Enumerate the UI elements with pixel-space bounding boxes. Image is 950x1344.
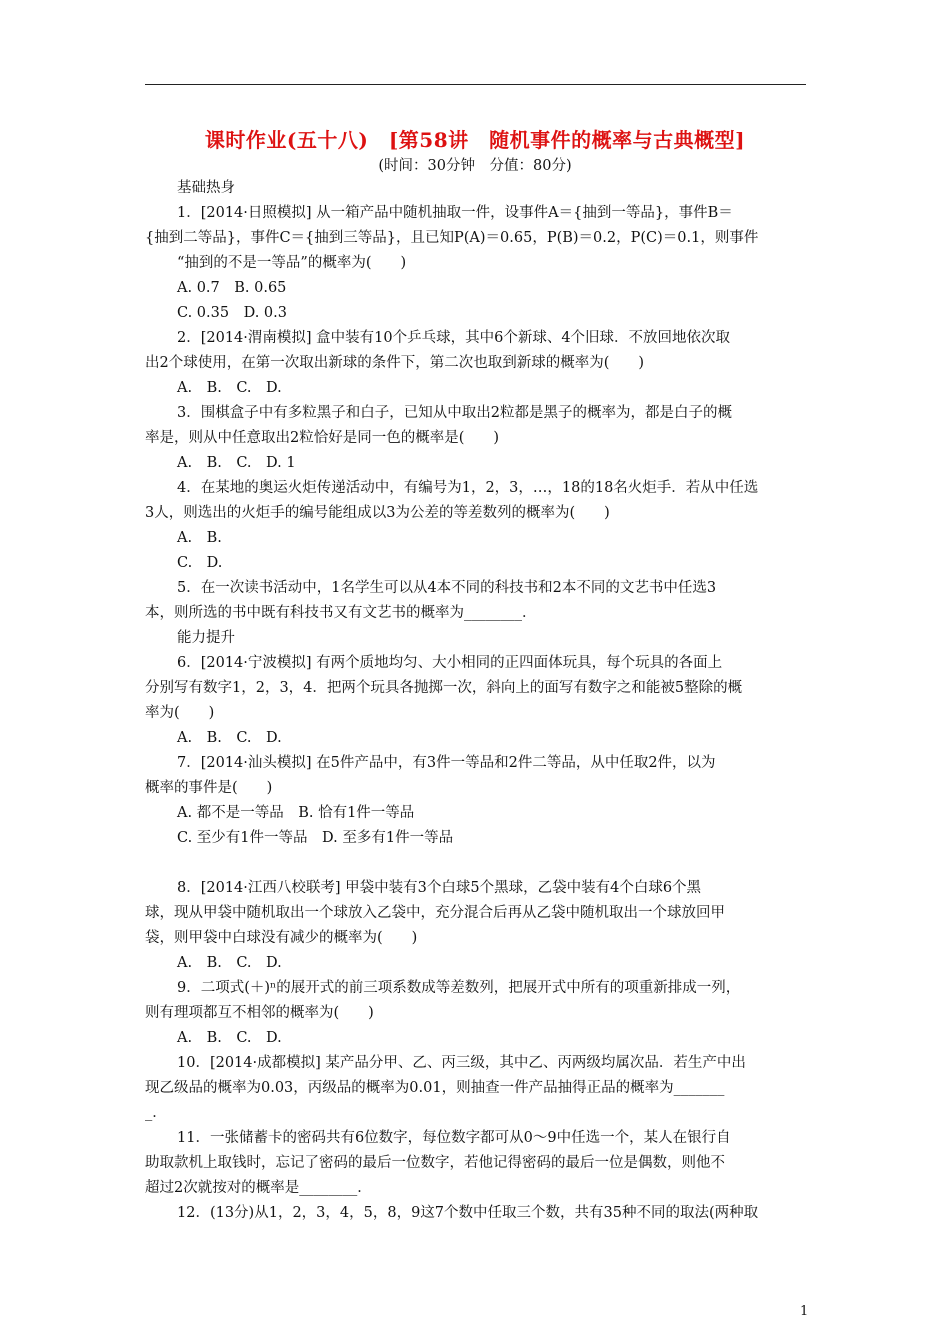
question-9-options: A. B. C. D.	[177, 1030, 282, 1046]
question-1-line-1: 1．[2014·日照模拟] 从一箱产品中随机抽取一件，设事件A＝{抽到一等品}，事件B＝	[177, 205, 733, 221]
question-6-line-1: 6．[2014·宁波模拟] 有两个质地均匀、大小相同的正四面体玩具，每个玩具的各面上	[177, 655, 723, 671]
question-8-line-1: 8．[2014·江西八校联考] 甲袋中装有3个白球5个黑球，乙袋中装有4个白球6个黑	[177, 880, 702, 896]
section-heading-advanced: 能力提升	[177, 630, 235, 646]
question-9-line-2: 则有理项都互不相邻的概率为( )	[145, 1005, 374, 1021]
page-number: 1	[800, 1304, 809, 1319]
question-6-line-2: 分别写有数字1，2，3，4．把两个玩具各抛掷一次，斜向上的面写有数字之和能被5整除的概	[145, 680, 743, 696]
question-1-options-2: C. 0.35 D. 0.3	[177, 305, 287, 321]
header-rule	[145, 84, 806, 85]
question-7-options-2: C. 至少有1件一等品 D. 至多有1件一等品	[177, 830, 454, 846]
section-heading-basic: 基础热身	[177, 180, 235, 196]
question-5-line-2: 本，则所选的书中既有科技书又有文艺书的概率为________．	[145, 605, 537, 621]
question-6-options: A. B. C. D.	[177, 730, 282, 746]
question-4-options-2: C. D.	[177, 555, 223, 571]
question-1-line-2: {抽到二等品}，事件C＝{抽到三等品}，且已知P(A)＝0.65，P(B)＝0.2，P(C)＝0.1，则事件	[145, 230, 759, 246]
question-11-line-2: 助取款机上取钱时，忘记了密码的最后一位数字，若他记得密码的最后一位是偶数，则他不	[145, 1155, 725, 1171]
question-10-line-1: 10．[2014·成都模拟] 某产品分甲、乙、丙三级，其中乙、丙两级均属次品．若生产中出	[177, 1055, 746, 1071]
question-10-line-2: 现乙级品的概率为0.03，丙级品的概率为0.01，则抽查一件产品抽得正品的概率为_______	[145, 1080, 725, 1096]
question-7-options-1: A. 都不是一等品 B. 恰有1件一等品	[177, 805, 415, 821]
question-9-line-1: 9．二项式(＋)ⁿ的展开式的前三项系数成等差数列，把展开式中所有的项重新排成一列，	[177, 980, 741, 996]
question-7-line-1: 7．[2014·汕头模拟] 在5件产品中，有3件一等品和2件二等品，从中任取2件，以为	[177, 755, 716, 771]
question-1-options-1: A. 0.7 B. 0.65	[177, 280, 287, 296]
document-body	[145, 176, 809, 1226]
question-12-line-1: 12．(13分)从1，2，3，4，5，8，9这7个数中任取三个数，共有35种不同的取法(两种取	[177, 1205, 759, 1221]
page-subtitle: (时间：30分钟 分值：80分)	[378, 158, 572, 174]
question-3-line-1: 3．围棋盒子中有多粒黑子和白子，已知从中取出2粒都是黑子的概率为，都是白子的概	[177, 405, 732, 421]
question-2-line-1: 2．[2014·渭南模拟] 盒中装有10个乒乓球，其中6个新球、4个旧球．不放回地依次取	[177, 330, 731, 346]
question-2-line-2: 出2个球使用，在第一次取出新球的条件下，第二次也取到新球的概率为( )	[145, 355, 645, 371]
question-8-options: A. B. C. D.	[177, 955, 282, 971]
question-3-line-2: 率是，则从中任意取出2粒恰好是同一色的概率是( )	[145, 430, 500, 446]
question-7-line-2: 概率的事件是( )	[145, 780, 273, 796]
question-8-line-2: 球，现从甲袋中随机取出一个球放入乙袋中，充分混合后再从乙袋中随机取出一个球放回甲	[145, 905, 725, 921]
question-5-line-1: 5．在一次读书活动中，1名学生可以从4本不同的科技书和2本不同的文艺书中任选3	[177, 580, 717, 596]
question-11-line-3: 超过2次就按对的概率是________．	[145, 1180, 372, 1196]
question-4-options-1: A. B.	[177, 530, 222, 546]
question-4-line-2: 3人，则选出的火炬手的编号能组成以3为公差的等差数列的概率为( )	[145, 505, 610, 521]
question-2-options: A. B. C. D.	[177, 380, 282, 396]
page-title: 课时作业(五十八) [第58讲 随机事件的概率与古典概型]	[204, 128, 746, 152]
question-11-line-1: 11．一张储蓄卡的密码共有6位数字，每位数字都可从0～9中任选一个，某人在银行自	[177, 1130, 731, 1146]
question-6-line-3: 率为( )	[145, 705, 215, 721]
question-8-line-3: 袋，则甲袋中白球没有减少的概率为( )	[145, 930, 418, 946]
question-4-line-1: 4．在某地的奥运火炬传递活动中，有编号为1，2，3，…，18的18名火炬手．若从中任选	[177, 480, 759, 496]
question-1-line-3: “抽到的不是一等品”的概率为( )	[177, 255, 407, 271]
blank-gap	[145, 851, 809, 876]
question-3-options: A. B. C. D. 1	[177, 455, 296, 471]
question-10-line-3: _．	[145, 1105, 167, 1121]
